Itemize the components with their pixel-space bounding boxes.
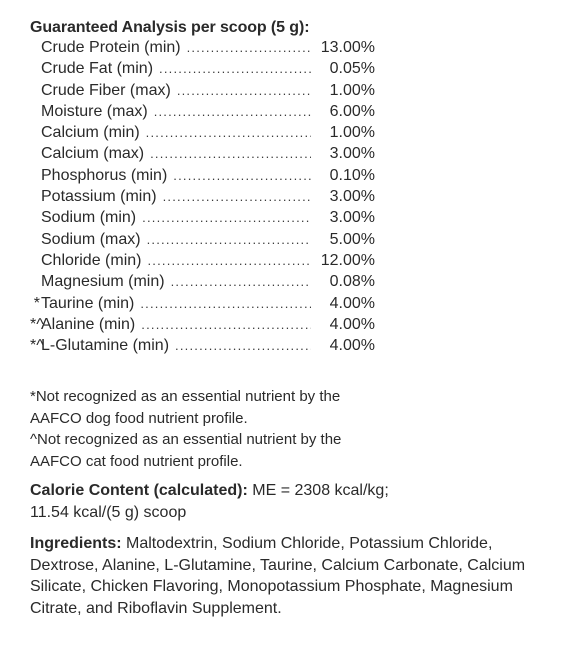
nutrient-name: Magnesium (min) [41, 273, 165, 291]
leader-dots [150, 146, 311, 161]
ingredients-label: Ingredients: [30, 535, 122, 553]
analysis-row [30, 103, 375, 124]
nutrient-value: 13.00% [320, 39, 375, 56]
nutrition-label [30, 18, 540, 619]
footnote-marker: *^ [30, 315, 44, 333]
nutrient-name: Crude Protein (min) [41, 39, 181, 56]
nutrient-value: 12.00% [320, 251, 375, 269]
leader-dots [173, 168, 311, 183]
guaranteed-analysis-list [30, 39, 540, 358]
dog-footnote-line: *Not recognized as an essential nutrient by the [30, 388, 341, 406]
nutrient-name: Phosphorus (min) [41, 166, 168, 184]
nutrient-name: Sodium (max) [41, 230, 141, 248]
leader-dots [163, 189, 311, 204]
nutrient-value: 1.00% [329, 124, 375, 142]
calorie-label: Calorie Content (calculated): [30, 482, 248, 500]
nutrient-name: Sodium (min) [41, 209, 137, 227]
nutrient-name: Calcium (max) [41, 145, 145, 163]
analysis-row [30, 337, 375, 358]
analysis-row [30, 252, 375, 273]
nutrient-value: 6.00% [329, 102, 375, 120]
analysis-row [30, 188, 375, 209]
leader-dots [154, 104, 311, 119]
analysis-row [30, 231, 375, 252]
nutrient-name: Potassium (min) [41, 188, 157, 206]
nutrient-value: 4.00% [329, 294, 375, 312]
calorie-content [30, 480, 540, 523]
guaranteed-analysis-title: Guaranteed Analysis per scoop (5 g): [30, 19, 310, 36]
ingredients [30, 533, 535, 619]
nutrient-name: Calcium (min) [41, 124, 140, 142]
footnotes [30, 386, 540, 472]
analysis-row [30, 295, 375, 316]
leader-dots [140, 296, 311, 311]
analysis-row [30, 316, 375, 337]
calorie-value: ME = 2308 kcal/kg; [247, 482, 389, 500]
ingredients-text: Maltodextrin, Sodium Chloride, Potassium Chloride, Dextrose, Alanine, L-Glutamine, Taurine, Calcium Carbonate, Calcium Silicate, Chicken Flavoring, Monopotassium Phosphate, Magnesium Citrate, and Riboflavin Supplement. [30, 535, 526, 617]
nutrient-name: Moisture (max) [41, 102, 148, 120]
nutrient-value: 3.00% [329, 145, 375, 163]
analysis-row [30, 209, 375, 230]
calorie-value-per-scoop: 11.54 kcal/(5 g) scoop [30, 503, 187, 521]
nutrient-name: L-Glutamine (min) [41, 337, 170, 355]
nutrient-value: 4.00% [329, 315, 375, 333]
nutrient-name: Taurine (min) [41, 294, 135, 312]
leader-dots [175, 338, 311, 353]
footnote-marker: *^ [30, 337, 44, 355]
leader-dots [142, 210, 311, 225]
analysis-row [30, 273, 375, 294]
nutrient-name: Chloride (min) [41, 251, 142, 269]
nutrient-value: 3.00% [329, 188, 375, 206]
analysis-row [30, 124, 375, 145]
nutrient-value: 0.10% [329, 166, 375, 184]
nutrient-value: 4.00% [329, 337, 375, 355]
leader-dots [141, 317, 311, 332]
dog-footnote-line: AAFCO dog food nutrient profile. [30, 409, 248, 427]
nutrient-name: Alanine (min) [41, 315, 136, 333]
leader-dots [147, 232, 311, 247]
cat-footnote-line: AAFCO cat food nutrient profile. [30, 452, 243, 470]
analysis-row [30, 82, 375, 103]
nutrient-name: Crude Fiber (max) [41, 81, 171, 99]
cat-footnote-line: ^Not recognized as an essential nutrient by the [30, 431, 342, 449]
nutrient-value: 5.00% [329, 230, 375, 248]
nutrient-value: 1.00% [329, 81, 375, 99]
nutrient-value: 0.05% [329, 60, 375, 78]
leader-dots [159, 61, 311, 76]
analysis-row [30, 145, 375, 166]
leader-dots [177, 83, 311, 98]
analysis-row [30, 39, 375, 60]
leader-dots [171, 274, 311, 289]
leader-dots [146, 125, 311, 140]
nutrient-value: 0.08% [329, 273, 375, 291]
nutrient-value: 3.00% [329, 209, 375, 227]
analysis-row [30, 167, 375, 188]
footnote-marker: * [33, 294, 40, 312]
analysis-row [30, 60, 375, 81]
leader-dots [147, 253, 311, 268]
leader-dots [187, 40, 311, 55]
nutrient-name: Crude Fat (min) [41, 60, 154, 78]
